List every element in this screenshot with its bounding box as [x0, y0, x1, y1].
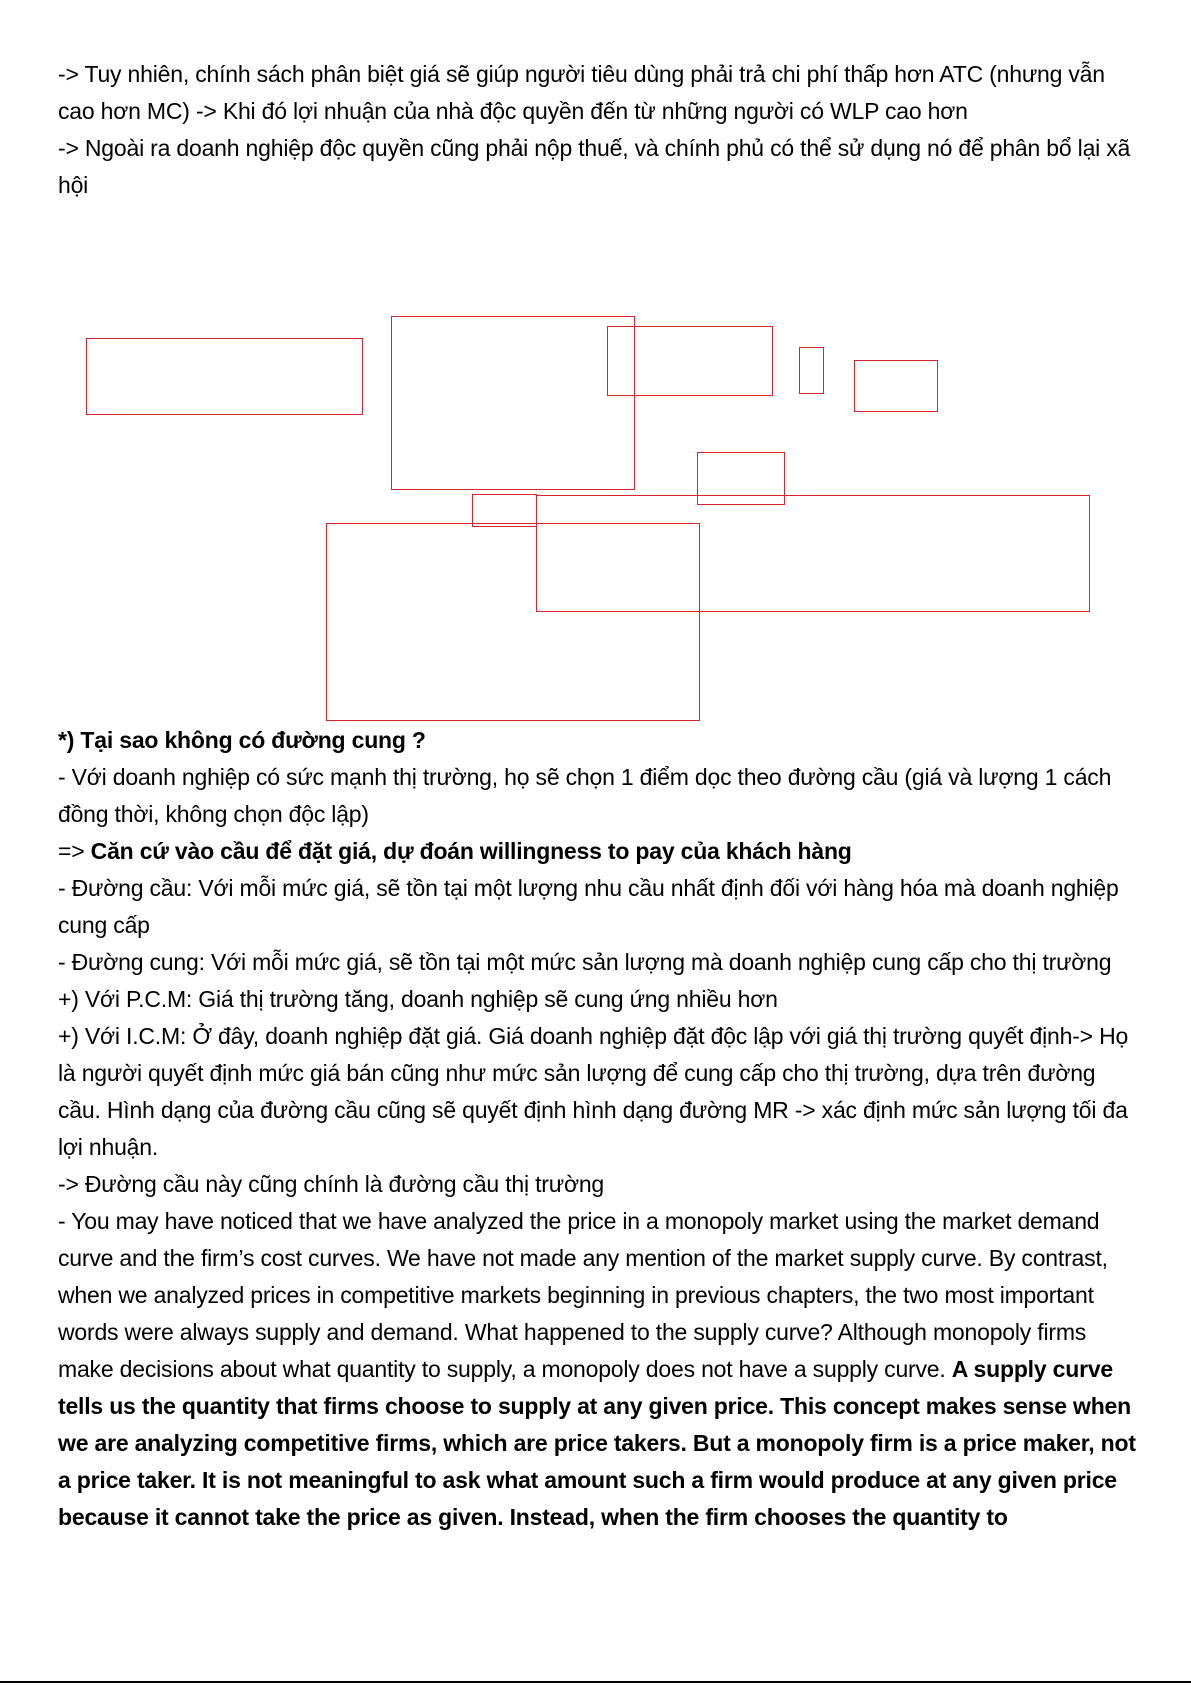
top-text-block — [58, 56, 1138, 204]
excerpt-bold: A supply curve tells us the quantity that firms choose to supply at any given price. This concept makes sense when we are analyzing competitive firms, which are price takers. But a monopoly firm is a price maker, not a price taker. It is not meaningful to ask what amount such a firm would produce at any given price because it cannot take the price as given. Instead, when the firm chooses the quantity to — [58, 1356, 1136, 1530]
page-bottom-rule — [0, 1681, 1191, 1683]
figure-box — [536, 495, 1090, 612]
paragraph-icm: +) Với I.C.M: Ở đây, doanh nghiệp đặt giá. Giá doanh nghiệp đặt độc lập với giá thị trường quyết định-> Họ là người quyết định mức giá bán cũng như mức sản lượng để cung cấp cho thị trường, dựa trên đường cầu. Hình dạng của đường cầu cũng sẽ quyết định hình dạng đường MR -> xác định mức sản lượng tối đa lợi nhuận. — [58, 1023, 1129, 1160]
figure-box — [799, 347, 824, 394]
figure-box — [326, 523, 700, 721]
conclusion-prefix: => — [58, 838, 91, 864]
paragraph-english-excerpt — [58, 1203, 1138, 1536]
paragraph-market-power: - Với doanh nghiệp có sức mạnh thị trường, họ sẽ chọn 1 điểm dọc theo đường cầu (giá và lượng 1 cách đồng thời, không chọn độc lập) — [58, 764, 1112, 827]
section-heading: *) Tại sao không có đường cung ? — [58, 727, 426, 753]
bottom-text-block — [58, 722, 1138, 1536]
conclusion-bold: Căn cứ vào cầu để đặt giá, dự đoán willingness to pay của khách hàng — [90, 838, 852, 864]
figure-box — [854, 360, 938, 412]
paragraph-tax-redistribution: -> Ngoài ra doanh nghiệp độc quyền cũng phải nộp thuế, và chính phủ có thể sử dụng nó để phân bổ lại xã hội — [58, 135, 1131, 198]
paragraph-price-discrimination: -> Tuy nhiên, chính sách phân biệt giá sẽ giúp người tiêu dùng phải trả chi phí thấp hơn ATC (nhưng vẫn cao hơn MC) -> Khi đó lợi nhuận của nhà độc quyền đến từ những người có WLP cao hơn — [58, 61, 1105, 124]
paragraph-conclusion — [58, 833, 1138, 870]
figure-box — [86, 338, 363, 415]
excerpt-normal: - You may have noticed that we have analyzed the price in a monopoly market using the market demand curve and the firm’s cost curves. We have not made any mention of the market supply curve. By contrast, when we analyzed prices in competitive markets beginning in previous chapters, the two most important words were always supply and demand. What happened to the supply curve? Although monopoly firms make decisions about what quantity to supply, a monopoly does not have a supply curve. — [58, 1208, 1108, 1382]
paragraph-supply-curve: - Đường cung: Với mỗi mức giá, sẽ tồn tại một mức sản lượng mà doanh nghiệp cung cấp cho thị trường — [58, 949, 1112, 975]
figure-box — [607, 326, 773, 396]
figure-box — [472, 494, 537, 527]
figure-box — [697, 452, 785, 505]
paragraph-market-demand: -> Đường cầu này cũng chính là đường cầu thị trường — [58, 1171, 605, 1197]
paragraph-pcm: +) Với P.C.M: Giá thị trường tăng, doanh nghiệp sẽ cung ứng nhiều hơn — [58, 986, 778, 1012]
paragraph-demand-curve: - Đường cầu: Với mỗi mức giá, sẽ tồn tại một lượng nhu cầu nhất định đối với hàng hóa mà doanh nghiệp cung cấp — [58, 875, 1119, 938]
figure-box — [391, 316, 635, 490]
